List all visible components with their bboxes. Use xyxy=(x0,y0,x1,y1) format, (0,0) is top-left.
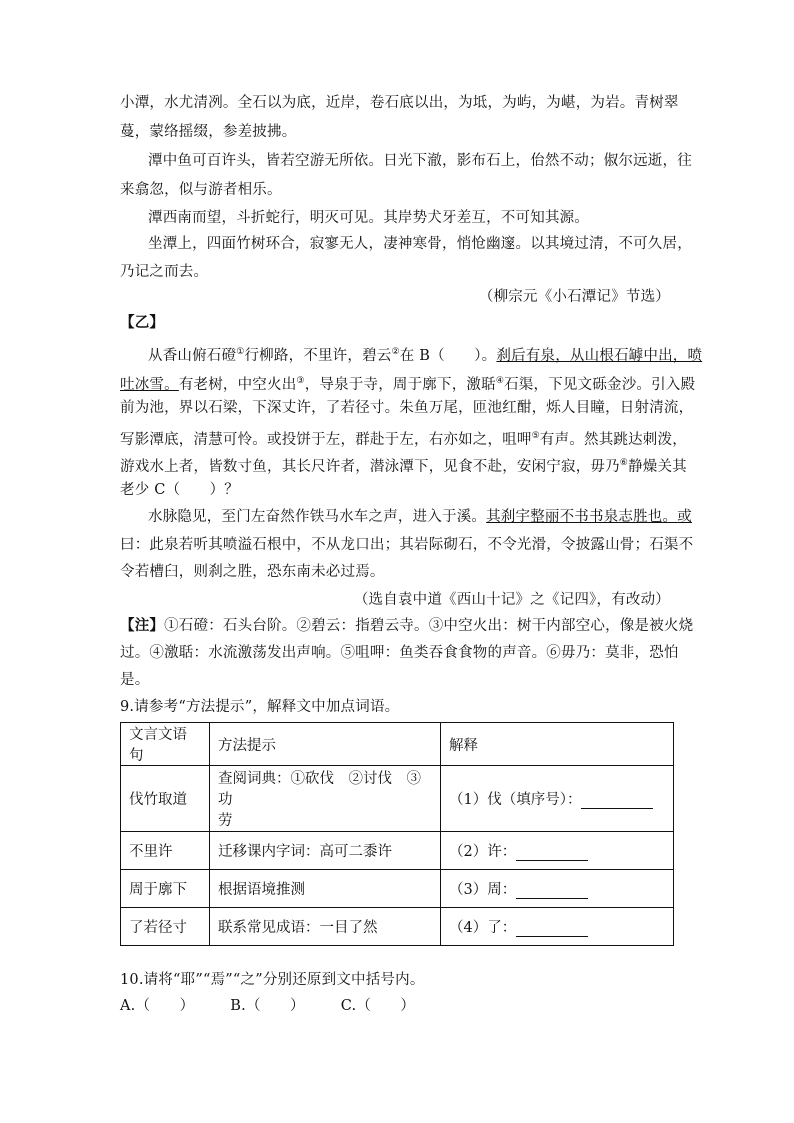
question10-prompt: 10.请将“耶”“焉”“之”分别还原到文中括号内。 xyxy=(120,972,425,988)
table-header-cell: 解释 xyxy=(441,723,674,766)
jia-para3-line1: 潭西南而望，斗折蛇行，明灭可见。其岸势犬牙差互，不可知其源。 xyxy=(148,210,589,226)
yi-p2-line2: 曰：此泉若听其喷溢石根中，不从龙口出；其岩际砌石，不令光滑，令披露山骨；石渠不 xyxy=(120,537,694,553)
option-a[interactable]: A.（ ） xyxy=(120,998,195,1014)
notes-line2: 过。④激聒：水流激荡发出声响。⑤咀呷：鱼类吞食食物的声音。⑥毋乃：莫非，恐怕 xyxy=(120,645,679,661)
table-cell-phrase: 了若径寸 xyxy=(121,908,210,946)
table-cell-phrase: 周于廓下 xyxy=(121,870,210,908)
notes-label: 【注】 xyxy=(120,617,165,634)
table-header-cell: 方法提示 xyxy=(210,723,441,766)
table-cell-hint: 联系常见成语：一目了然 xyxy=(210,908,441,946)
notes-line3: 是。 xyxy=(120,672,150,688)
yi-p1-line4: 写影潭底，清慧可怜。或投饼于左，群赴于左，右亦如之，咀呷⑤有声。然其跳达刺泼， xyxy=(120,431,687,448)
yi-p1-line1: 从香山俯石磴①行柳路，不里许，碧云②在 B（ ）。刹后有泉，从山根石罅中出，喷 xyxy=(148,347,703,364)
jia-para2-line1: 潭中鱼可百许头，皆若空游无所依。日光下澈，影布石上，佁然不动；俶尔远逝，往 xyxy=(148,153,692,169)
jia-para1-line2: 蔓，蒙络摇缀，参差披拂。 xyxy=(120,124,297,140)
table-row xyxy=(121,870,674,908)
yi-p1-line5: 游戏水上者，皆数寸鱼，其长尺许者，潜泳潭下，见食不赴，安闲宁寂，毋乃⑥静燥关其 xyxy=(120,458,687,475)
jia-para2-line2: 来翕忽，似与游者相乐。 xyxy=(120,182,282,198)
table-cell-phrase: 伐竹取道 xyxy=(121,766,210,832)
yi-source: （选自袁中道《西山十记》之《记四》，有改动） xyxy=(353,592,670,608)
jia-para1-line1: 小潭，水尤清冽。全石以为底，近岸，卷石底以出，为坻，为屿，为嵁，为岩。青树翠 xyxy=(120,95,679,111)
answer-blank[interactable] xyxy=(516,882,588,899)
table-cell-answer: （4）了： xyxy=(441,908,674,946)
yi-p1-line6: 老少 C（ ）？ xyxy=(120,482,240,498)
answer-blank[interactable] xyxy=(516,920,588,937)
table-cell-hint: 查阅词典：①砍伐 ②讨伐 ③功 劳 xyxy=(210,766,441,832)
yi-p1-line2: 吐冰雪。有老树，中空火出③，导泉于寺，周于廓下，激聒④石渠，下见文砾金沙。引入殿 xyxy=(120,376,696,393)
jia-para4-line2: 乃记之而去。 xyxy=(120,264,209,280)
answer-blank[interactable] xyxy=(516,844,588,861)
table-header-row xyxy=(121,723,674,766)
table-cell-hint: 根据语境推测 xyxy=(210,870,441,908)
jia-para4-line1: 坐潭上，四面竹树环合，寂寥无人，凄神寒骨，悄怆幽邃。以其境过清，不可久居， xyxy=(148,236,692,252)
table-row xyxy=(121,908,674,946)
answer-blank[interactable] xyxy=(581,792,653,809)
table-row xyxy=(121,832,674,870)
question10-options xyxy=(120,996,675,1016)
table-cell-answer: （2）许： xyxy=(441,832,674,870)
question9-table xyxy=(120,722,674,946)
notes-line1: 【注】①石磴：石头台阶。②碧云：指碧云寺。③中空火出：树干内部空心，像是被火烧 xyxy=(120,617,694,634)
table-cell-hint: 迁移课内字词：高可二黍许 xyxy=(210,832,441,870)
option-b[interactable]: B.（ ） xyxy=(230,998,305,1014)
table-cell-answer: （1）伐（填序号）： xyxy=(441,766,674,832)
yi-p2-line3: 令若槽臼，则刹之胜，恐东南未必过焉。 xyxy=(120,564,385,580)
table-cell-phrase: 不里许 xyxy=(121,832,210,870)
table-row xyxy=(121,766,674,832)
jia-source: （柳宗元《小石潭记》节选） xyxy=(478,289,670,305)
yi-p1-line3: 前为池，界以石梁，下深丈许，了若径寸。朱鱼万尾，匝池红酣，烁人目瞳，日射清流， xyxy=(120,400,694,416)
option-c[interactable]: C.（ ） xyxy=(340,998,416,1014)
table-cell-answer: （3）周： xyxy=(441,870,674,908)
yi-heading: 【乙】 xyxy=(120,314,165,331)
yi-p2-line1: 水脉隐见，至门左奋然作铁马水车之声，进入于溪。其刹宇整丽不书书泉志胜也。或 xyxy=(148,509,692,525)
question9-prompt: 9.请参考“方法提示”，解释文中加点词语。 xyxy=(120,699,400,715)
table-header-cell: 文言文语句 xyxy=(121,723,210,766)
